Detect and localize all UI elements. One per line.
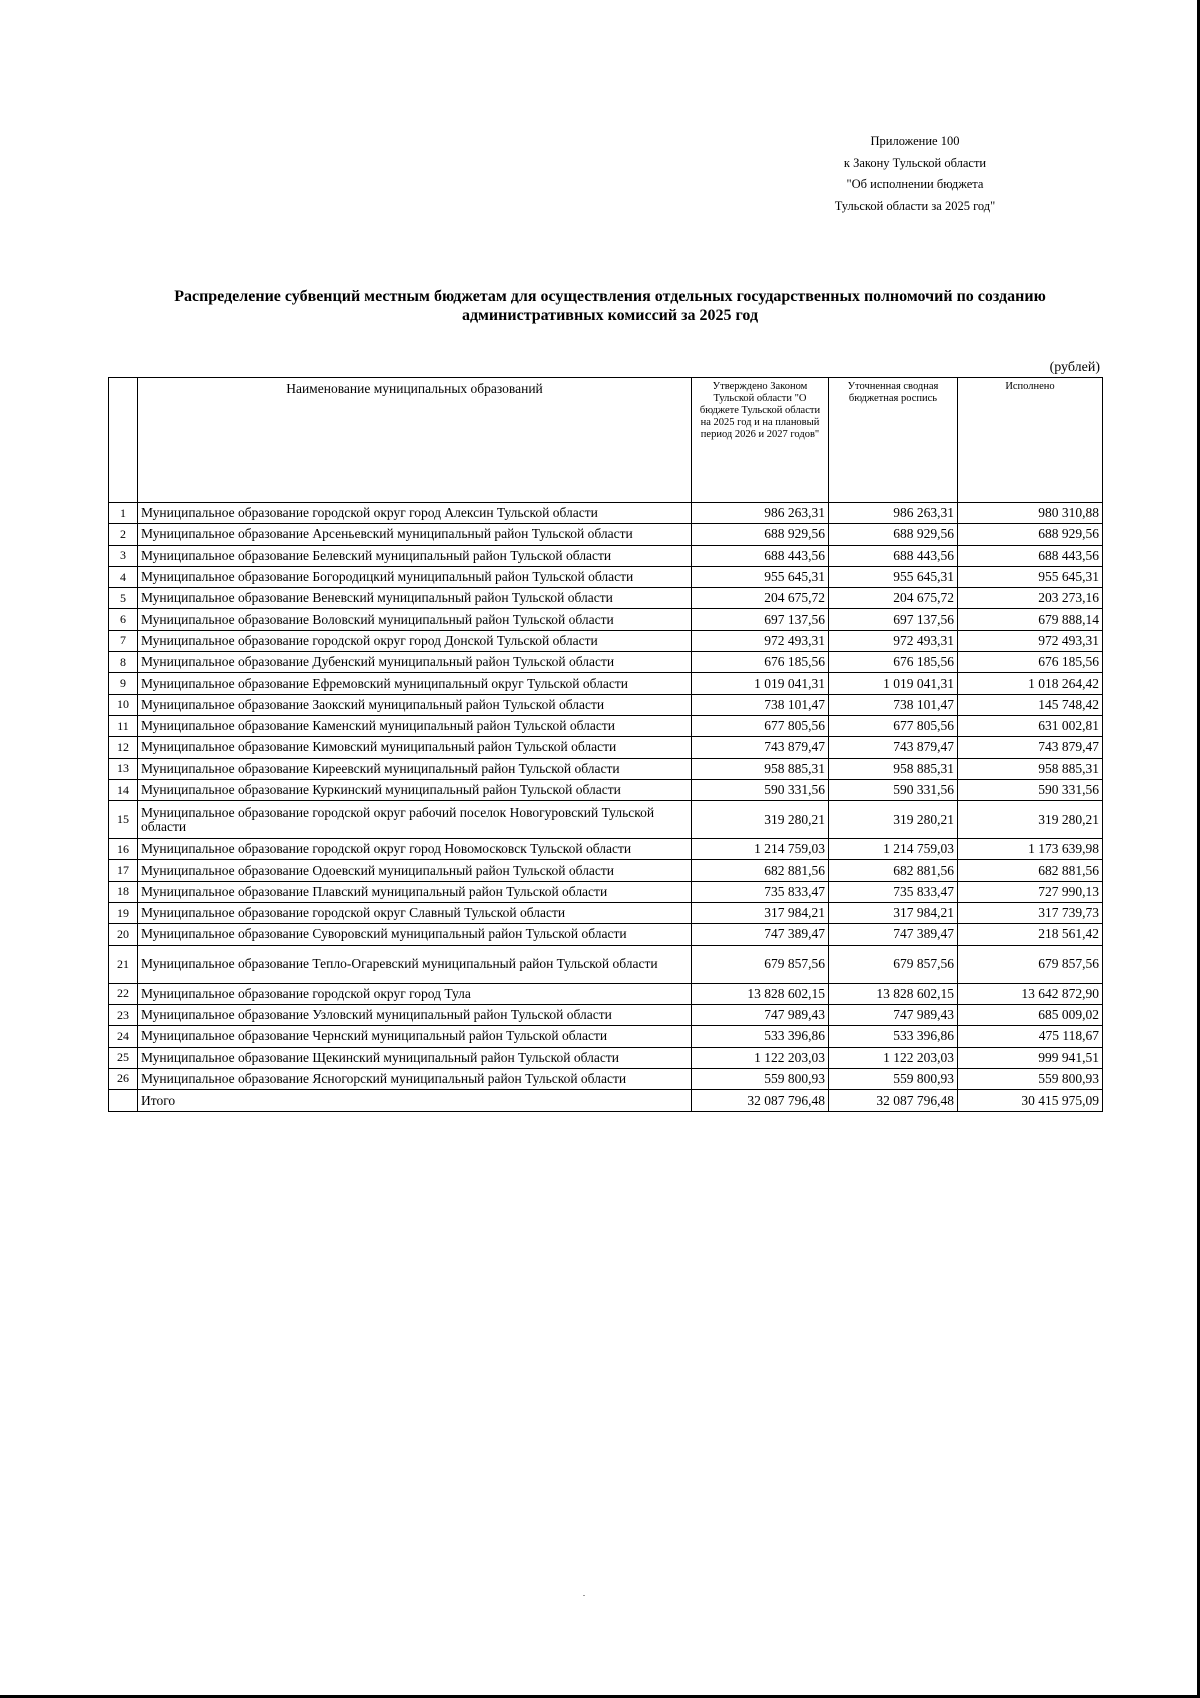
row-number: 9 [109,673,138,694]
row-number: 21 [109,945,138,983]
table-row [109,983,1103,1004]
row-executed: 218 561,42 [958,924,1103,945]
row-name: Муниципальное образование городской округ город Донской Тульской области [138,630,692,651]
row-refined: 1 122 203,03 [829,1047,958,1068]
table-row [109,1026,1103,1047]
row-refined: 986 263,31 [829,503,958,524]
row-name: Муниципальное образование городской округ Славный Тульской области [138,903,692,924]
row-name: Муниципальное образование Чернский муниципальный район Тульской области [138,1026,692,1047]
row-name: Муниципальное образование Киреевский муниципальный район Тульской области [138,758,692,779]
table-header [109,378,1103,503]
appendix-note [795,131,1035,217]
row-approved: 688 443,56 [692,545,829,566]
row-refined: 688 443,56 [829,545,958,566]
table-row [109,839,1103,860]
table-row [109,545,1103,566]
row-executed: 688 929,56 [958,524,1103,545]
row-refined: 1 214 759,03 [829,839,958,860]
row-name: Муниципальное образование Дубенский муниципальный район Тульской области [138,652,692,673]
total-number [109,1090,138,1112]
row-approved: 743 879,47 [692,737,829,758]
row-executed: 679 857,56 [958,945,1103,983]
row-number: 17 [109,860,138,881]
row-approved: 559 800,93 [692,1068,829,1089]
row-number: 24 [109,1026,138,1047]
row-name: Муниципальное образование Суворовский муниципальный район Тульской области [138,924,692,945]
row-executed: 13 642 872,90 [958,983,1103,1004]
table-row [109,1068,1103,1089]
row-approved: 679 857,56 [692,945,829,983]
row-number: 11 [109,715,138,736]
row-executed: 203 273,16 [958,588,1103,609]
row-refined: 319 280,21 [829,801,958,839]
row-executed: 688 443,56 [958,545,1103,566]
row-number: 25 [109,1047,138,1068]
row-number: 26 [109,1068,138,1089]
row-executed: 955 645,31 [958,566,1103,587]
row-approved: 590 331,56 [692,779,829,800]
table-row [109,903,1103,924]
table-row [109,758,1103,779]
row-number: 2 [109,524,138,545]
row-approved: 682 881,56 [692,860,829,881]
total-refined: 32 087 796,48 [829,1090,958,1112]
row-refined: 972 493,31 [829,630,958,651]
row-refined: 204 675,72 [829,588,958,609]
row-name: Муниципальное образование Богородицкий муниципальный район Тульской области [138,566,692,587]
row-executed: 743 879,47 [958,737,1103,758]
document-title: Распределение субвенций местным бюджетам для осуществления отдельных государственных полномочий по созданию административных комиссий за 2025 год [174,288,1046,324]
row-name: Муниципальное образование Белевский муниципальный район Тульской области [138,545,692,566]
row-number: 4 [109,566,138,587]
row-name: Муниципальное образование Ефремовский муниципальный округ Тульской области [138,673,692,694]
row-approved: 697 137,56 [692,609,829,630]
row-executed: 317 739,73 [958,903,1103,924]
row-approved: 1 122 203,03 [692,1047,829,1068]
row-executed: 559 800,93 [958,1068,1103,1089]
header-approved: Утверждено Законом Тульской области "О бюджете Тульской области на 2025 год и на плановый период 2026 и 2027 годов" [692,378,829,503]
row-number: 22 [109,983,138,1004]
row-name: Муниципальное образование Заокский муниципальный район Тульской области [138,694,692,715]
row-number: 8 [109,652,138,673]
row-number: 6 [109,609,138,630]
row-approved: 533 396,86 [692,1026,829,1047]
row-executed: 727 990,13 [958,881,1103,902]
row-number: 10 [109,694,138,715]
table-row [109,1047,1103,1068]
row-name: Муниципальное образование городской округ город Новомосковск Тульской области [138,839,692,860]
row-number: 3 [109,545,138,566]
row-refined: 747 989,43 [829,1004,958,1025]
total-executed: 30 415 975,09 [958,1090,1103,1112]
row-refined: 955 645,31 [829,566,958,587]
table-row [109,945,1103,983]
subventions-table [108,377,1103,1112]
row-number: 5 [109,588,138,609]
table-row [109,673,1103,694]
row-executed: 980 310,88 [958,503,1103,524]
row-refined: 679 857,56 [829,945,958,983]
header-row [109,378,1103,503]
row-approved: 13 828 602,15 [692,983,829,1004]
header-refined: Уточненная сводная бюджетная роспись [829,378,958,503]
row-number: 15 [109,801,138,839]
table-row [109,737,1103,758]
row-executed: 475 118,67 [958,1026,1103,1047]
row-number: 12 [109,737,138,758]
row-refined: 738 101,47 [829,694,958,715]
row-number: 14 [109,779,138,800]
row-refined: 677 805,56 [829,715,958,736]
row-number: 16 [109,839,138,860]
row-approved: 1 019 041,31 [692,673,829,694]
table-row [109,801,1103,839]
table-row [109,694,1103,715]
total-approved: 32 087 796,48 [692,1090,829,1112]
row-refined: 590 331,56 [829,779,958,800]
row-name: Муниципальное образование Плавский муниципальный район Тульской области [138,881,692,902]
appendix-line-3: "Об исполнении бюджета [846,177,984,191]
table-row [109,524,1103,545]
row-executed: 682 881,56 [958,860,1103,881]
row-approved: 735 833,47 [692,881,829,902]
unit-label: (рублей) [1049,360,1100,375]
row-refined: 735 833,47 [829,881,958,902]
table-row [109,630,1103,651]
table-row [109,860,1103,881]
row-number: 20 [109,924,138,945]
header-num [109,378,138,503]
row-name: Муниципальное образование Тепло-Огаревский муниципальный район Тульской области [138,945,692,983]
row-executed: 958 885,31 [958,758,1103,779]
table-body [109,503,1103,1112]
row-name: Муниципальное образование Узловский муниципальный район Тульской области [138,1004,692,1025]
table-row [109,715,1103,736]
table-row [109,1004,1103,1025]
row-refined: 682 881,56 [829,860,958,881]
header-executed: Исполнено [958,378,1103,503]
total-label: Итого [138,1090,692,1112]
row-executed: 1 173 639,98 [958,839,1103,860]
row-number: 13 [109,758,138,779]
row-name: Муниципальное образование Арсеньевский муниципальный район Тульской области [138,524,692,545]
table-row [109,588,1103,609]
table-row [109,566,1103,587]
table-row [109,609,1103,630]
row-approved: 747 389,47 [692,924,829,945]
row-approved: 738 101,47 [692,694,829,715]
row-name: Муниципальное образование Кимовский муниципальный район Тульской области [138,737,692,758]
row-executed: 685 009,02 [958,1004,1103,1025]
row-refined: 688 929,56 [829,524,958,545]
row-approved: 1 214 759,03 [692,839,829,860]
appendix-line-1: Приложение 100 [870,134,960,148]
row-approved: 204 675,72 [692,588,829,609]
row-executed: 590 331,56 [958,779,1103,800]
appendix-line-2: к Закону Тульской области [843,155,987,170]
row-executed: 972 493,31 [958,630,1103,651]
row-name: Муниципальное образование Щекинский муниципальный район Тульской области [138,1047,692,1068]
table-row [109,652,1103,673]
row-refined: 697 137,56 [829,609,958,630]
row-approved: 688 929,56 [692,524,829,545]
row-executed: 999 941,51 [958,1047,1103,1068]
row-refined: 317 984,21 [829,903,958,924]
total-row [109,1090,1103,1112]
row-name: Муниципальное образование Каменский муниципальный район Тульской области [138,715,692,736]
row-approved: 676 185,56 [692,652,829,673]
row-refined: 743 879,47 [829,737,958,758]
row-name: Муниципальное образование Ясногорский муниципальный район Тульской области [138,1068,692,1089]
row-name: Муниципальное образование Веневский муниципальный район Тульской области [138,588,692,609]
appendix-line-4: Тульской области за 2025 год" [834,198,996,213]
table-row [109,881,1103,902]
row-approved: 958 885,31 [692,758,829,779]
row-refined: 533 396,86 [829,1026,958,1047]
row-refined: 559 800,93 [829,1068,958,1089]
row-approved: 955 645,31 [692,566,829,587]
row-name: Муниципальное образование Куркинский муниципальный район Тульской области [138,779,692,800]
row-executed: 631 002,81 [958,715,1103,736]
row-approved: 986 263,31 [692,503,829,524]
row-name: Муниципальное образование городской округ город Тула [138,983,692,1004]
row-approved: 972 493,31 [692,630,829,651]
row-executed: 679 888,14 [958,609,1103,630]
row-name: Муниципальное образование городской округ рабочий поселок Новогуровский Тульской области [138,801,692,839]
table-row [109,503,1103,524]
row-number: 23 [109,1004,138,1025]
row-name: Муниципальное образование городской округ город Алексин Тульской области [138,503,692,524]
row-refined: 676 185,56 [829,652,958,673]
row-approved: 319 280,21 [692,801,829,839]
scan-artifact [583,1595,585,1596]
row-executed: 676 185,56 [958,652,1103,673]
table-row [109,924,1103,945]
row-executed: 319 280,21 [958,801,1103,839]
row-refined: 747 389,47 [829,924,958,945]
row-number: 18 [109,881,138,902]
row-name: Муниципальное образование Одоевский муниципальный район Тульской области [138,860,692,881]
row-approved: 677 805,56 [692,715,829,736]
row-name: Муниципальное образование Воловский муниципальный район Тульской области [138,609,692,630]
row-executed: 1 018 264,42 [958,673,1103,694]
row-refined: 958 885,31 [829,758,958,779]
row-executed: 145 748,42 [958,694,1103,715]
row-number: 1 [109,503,138,524]
row-refined: 13 828 602,15 [829,983,958,1004]
row-number: 7 [109,630,138,651]
table-row [109,779,1103,800]
header-name: Наименование муниципальных образований [138,378,692,503]
row-approved: 317 984,21 [692,903,829,924]
row-refined: 1 019 041,31 [829,673,958,694]
row-number: 19 [109,903,138,924]
row-approved: 747 989,43 [692,1004,829,1025]
